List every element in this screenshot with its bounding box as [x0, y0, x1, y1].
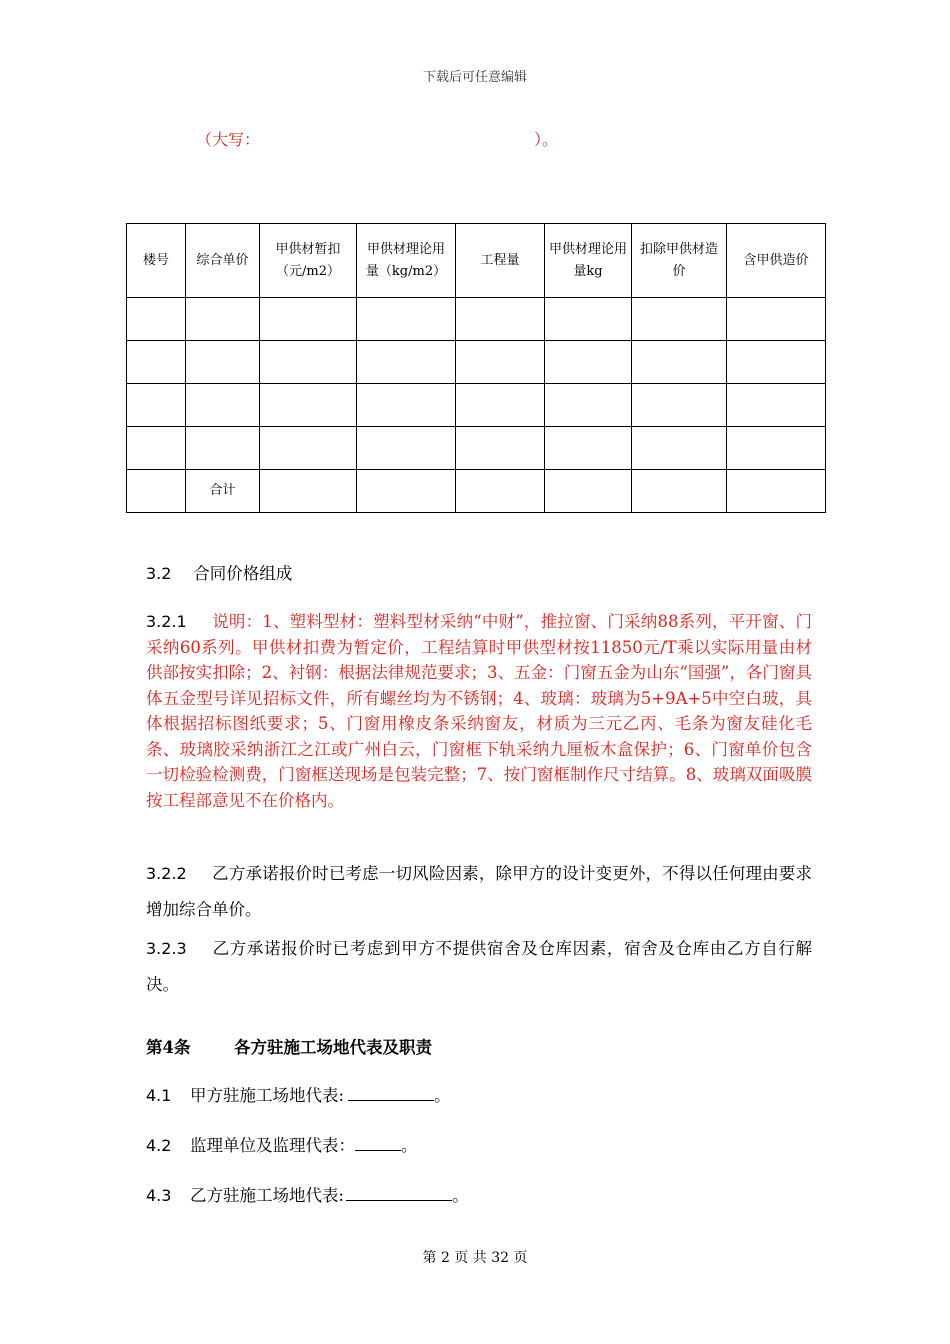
table-cell [545, 384, 632, 427]
section-number: 4.3 [146, 1186, 172, 1205]
table-cell [186, 341, 260, 384]
table-cell [127, 427, 186, 470]
table-cell [727, 427, 826, 470]
price-table [126, 223, 826, 513]
table-row [127, 384, 826, 427]
table-row [127, 298, 826, 341]
section-4-2 [146, 1133, 418, 1158]
section-4-1 [146, 1083, 451, 1108]
header-note: 下载后可任意编辑 [422, 70, 527, 85]
article-4-heading [146, 1034, 432, 1058]
section-3-2-2-text: 乙方承诺报价时已考虑一切风险因素，除甲方的设计变更外，不得以任何理由要求增加综合单价。 [146, 864, 812, 919]
section-4-3 [146, 1183, 469, 1208]
section-number: 3.2.1 [146, 612, 187, 631]
amount-in-words-open: （大写： [196, 130, 261, 149]
section-3-2-2 [146, 856, 812, 928]
table-cell [727, 341, 826, 384]
section-3-2-3-text: 乙方承诺报价时已考虑到甲方不提供宿舍及仓库因素，宿舍及仓库由乙方自行解决。 [146, 939, 812, 994]
table-header-row [127, 224, 826, 298]
table-cell [260, 427, 357, 470]
amount-in-words-close: ）。 [534, 130, 559, 149]
table-cell [632, 298, 727, 341]
header-cell: 甲供材理论用量（kg/m2） [357, 224, 456, 298]
table-cell [545, 298, 632, 341]
table-cell [456, 470, 545, 513]
header-cell: 含甲供造价 [727, 224, 826, 298]
header-cell: 综合单价 [186, 224, 260, 298]
table-cell [357, 384, 456, 427]
section-number: 4.2 [146, 1136, 172, 1155]
section-3-2-1 [146, 609, 812, 813]
table-cell [357, 298, 456, 341]
table-cell [127, 384, 186, 427]
section-3-2-1-text: 说明：1、塑料型材：塑料型材采纳“中财”，推拉窗、门采纳88系列，平开窗、门采纳60系列。甲供材扣费为暂定价，工程结算时甲供型材按11850元/T乘以实际用量由材供部按实扣除；2、衬钢：根据法律规范要求；3、五金：门窗五金为山东“国强”，各门窗具体五金型号详见招标文件，所有螺丝均为不锈钢；4、玻璃：玻璃为5+9A+5中空白玻，具体根据招标图纸要求；5、门窗用橡皮条采纳窗友，材质为三元乙丙、毛条为窗友硅化毛条、玻璃胶采纳浙江之江或广州白云，门窗框下轨采纳九厘板木盒保护；6、门窗单价包含一切检验检测费，门窗框送现场是包装完整；7、按门窗框制作尺寸结算。8、玻璃双面吸膜按工程部意见不在价格内。 [146, 612, 812, 810]
table-cell [127, 470, 186, 513]
table-cell [357, 470, 456, 513]
table-cell [545, 427, 632, 470]
table-cell [260, 298, 357, 341]
section-3-2-3 [146, 931, 812, 1003]
table-row [127, 341, 826, 384]
amount-in-words-line [196, 127, 559, 150]
article-number: 第4条 [146, 1038, 191, 1057]
table-cell [632, 470, 727, 513]
table-cell [260, 341, 357, 384]
table-cell [456, 341, 545, 384]
table-cell [456, 384, 545, 427]
table-cell [545, 470, 632, 513]
section-label: 甲方驻施工场地代表: [190, 1086, 345, 1105]
table-cell [357, 427, 456, 470]
table-cell [127, 341, 186, 384]
table-cell [456, 298, 545, 341]
table-cell [632, 341, 727, 384]
section-end: 。 [434, 1086, 451, 1105]
header-cell: 工程量 [456, 224, 545, 298]
section-end: 。 [401, 1136, 418, 1155]
section-number: 3.2.3 [146, 939, 187, 958]
table-cell [727, 298, 826, 341]
table-cell [357, 341, 456, 384]
fill-blank[interactable] [348, 1084, 434, 1101]
header-cell: 扣除甲供材造价 [632, 224, 727, 298]
section-label: 乙方驻施工场地代表: [190, 1186, 345, 1205]
fill-blank[interactable] [355, 1134, 401, 1151]
section-number: 3.2.2 [146, 864, 187, 883]
table-cell [186, 298, 260, 341]
table-total-row [127, 470, 826, 513]
total-label-cell: 合计 [186, 470, 260, 513]
header-cell: 楼号 [127, 224, 186, 298]
table-row [127, 427, 826, 470]
section-number: 4.1 [146, 1086, 172, 1105]
section-3-2 [146, 561, 292, 586]
table-cell [127, 298, 186, 341]
header-cell: 甲供材理论用量kg [545, 224, 632, 298]
table-cell [632, 384, 727, 427]
section-end: 。 [452, 1186, 469, 1205]
table-cell [727, 470, 826, 513]
table-cell [545, 341, 632, 384]
article-title: 各方驻施工场地代表及职责 [234, 1038, 432, 1057]
table-cell [260, 384, 357, 427]
table-cell [186, 427, 260, 470]
section-title: 合同价格组成 [193, 564, 293, 583]
page-footer: 第 2 页 共 32 页 [422, 1250, 528, 1266]
fill-blank[interactable] [346, 1184, 452, 1201]
table-cell [632, 427, 727, 470]
table-cell [186, 384, 260, 427]
section-label: 监理单位及监理代表： [190, 1136, 355, 1155]
table-cell [456, 427, 545, 470]
table-cell [260, 470, 357, 513]
header-cell: 甲供材暂扣（元/m2） [260, 224, 357, 298]
section-number: 3.2 [146, 564, 172, 583]
table-cell [727, 384, 826, 427]
